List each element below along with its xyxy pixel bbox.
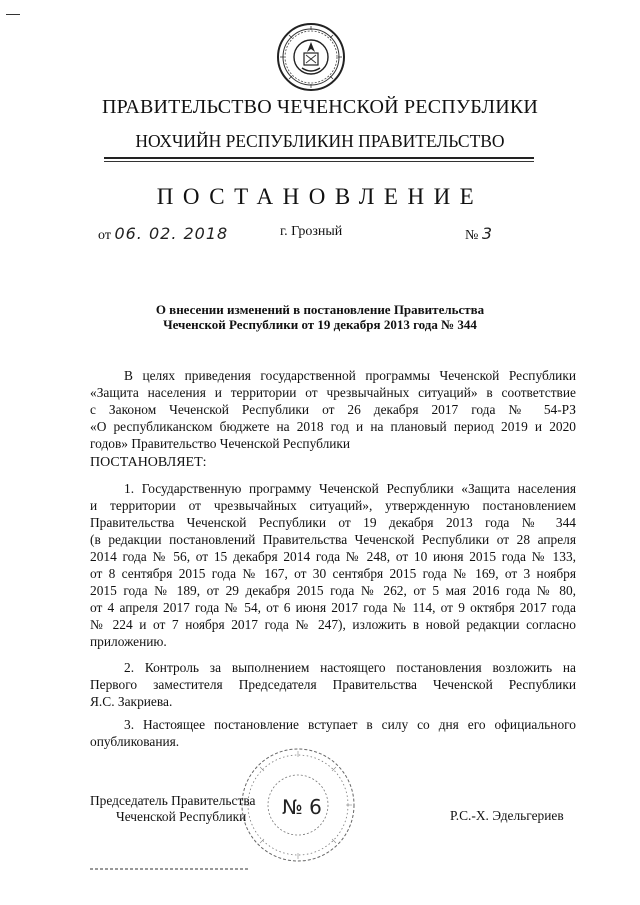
decree-word: ПОСТАНОВЛЯЕТ: — [90, 455, 207, 470]
text-line: опубликования. — [90, 734, 180, 749]
item-2-paragraph — [90, 659, 576, 710]
scan-mark — [6, 14, 20, 15]
text-line: Правительства Чеченской Республики от 19 декабря 2013 года № 344 — [90, 515, 576, 530]
preamble-paragraph — [90, 367, 576, 452]
text-line: В целях приведения государственной программы Чеченской Республики — [124, 368, 576, 383]
text-line: № 224 и от 7 ноября 2017 года № 247), изложить в новой редакции согласно — [90, 617, 576, 632]
document-subject — [0, 302, 640, 332]
text-line: и территории от чрезвычайных ситуаций», утвержденную постановлением — [90, 498, 576, 513]
role-line: Чеченской Республики — [116, 809, 247, 824]
footer-registration-line — [90, 868, 250, 870]
text-line: «О республиканском бюджете на 2018 год и на плановый период 2019 и 2020 — [90, 419, 576, 434]
signatory-name: Р.С.-Х. Эдельгериев — [450, 808, 564, 823]
text-line: 2014 года № 56, от 15 декабря 2014 года № 248, от 10 июня 2015 года № 133, — [90, 549, 576, 564]
header-divider-thin — [104, 161, 534, 162]
subject-line: О внесении изменений в постановление Правительства — [155, 302, 485, 317]
date-prefix: от — [98, 228, 111, 243]
role-line: Председатель Правительства — [90, 793, 256, 808]
text-line: от 8 сентября 2015 года № 167, от 30 сентября 2015 года № 169, от 3 ноября — [90, 566, 576, 581]
government-title-ru: ПРАВИТЕЛЬСТВО ЧЕЧЕНСКОЙ РЕСПУБЛИКИ — [101, 96, 539, 118]
text-line: с Законом Чеченской Республики от 26 декабря 2017 года № 54-РЗ — [90, 402, 576, 417]
number-prefix: № — [465, 228, 479, 243]
text-line: 2015 года № 189, от 29 декабря 2015 года № 262, от 5 мая 2016 года № 80, — [90, 583, 576, 598]
date-value: 06. 02. 2018 — [114, 224, 229, 243]
text-line: 3. Настоящее постановление вступает в силу со дня его официального — [124, 717, 576, 732]
item-1-paragraph — [90, 480, 576, 650]
text-line: приложению. — [90, 634, 167, 649]
number-value: 3 — [481, 224, 494, 243]
header-divider — [104, 157, 534, 159]
document-date — [98, 224, 228, 244]
text-line: 1. Государственную программу Чеченской Республики «Защита населения — [124, 481, 576, 496]
document-type: ПОСТАНОВЛЕНИЕ — [156, 184, 484, 209]
text-line: (в редакции постановлений Правительства Чеченской Республики от 28 апреля — [90, 532, 576, 547]
document-number — [465, 224, 493, 244]
text-line: от 4 апреля 2017 года № 54, от 6 июня 2017 года № 114, от 9 октября 2017 года — [90, 600, 576, 615]
subject-line: Чеченской Республики от 19 декабря 2013 года № 344 — [163, 317, 477, 332]
text-line: 2. Контроль за выполнением настоящего постановления возложить на — [124, 660, 576, 675]
text-line: годов» Правительство Чеченской Республики — [90, 436, 351, 451]
government-title-ce: НОХЧИЙН РЕСПУБЛИКИН ПРАВИТЕЛЬСТВО — [135, 131, 505, 151]
stamp-number: № 6 — [282, 795, 322, 819]
text-line: «Защита населения и территории от чрезвычайных ситуаций» в соответствие — [90, 385, 576, 400]
coat-of-arms-icon — [276, 22, 346, 92]
signatory-role — [90, 793, 255, 825]
text-line: Я.С. Закриева. — [90, 694, 173, 709]
document-city: г. Грозный — [280, 224, 343, 239]
text-line: Первого заместителя Председателя Правительства Чеченской Республики — [90, 677, 576, 692]
